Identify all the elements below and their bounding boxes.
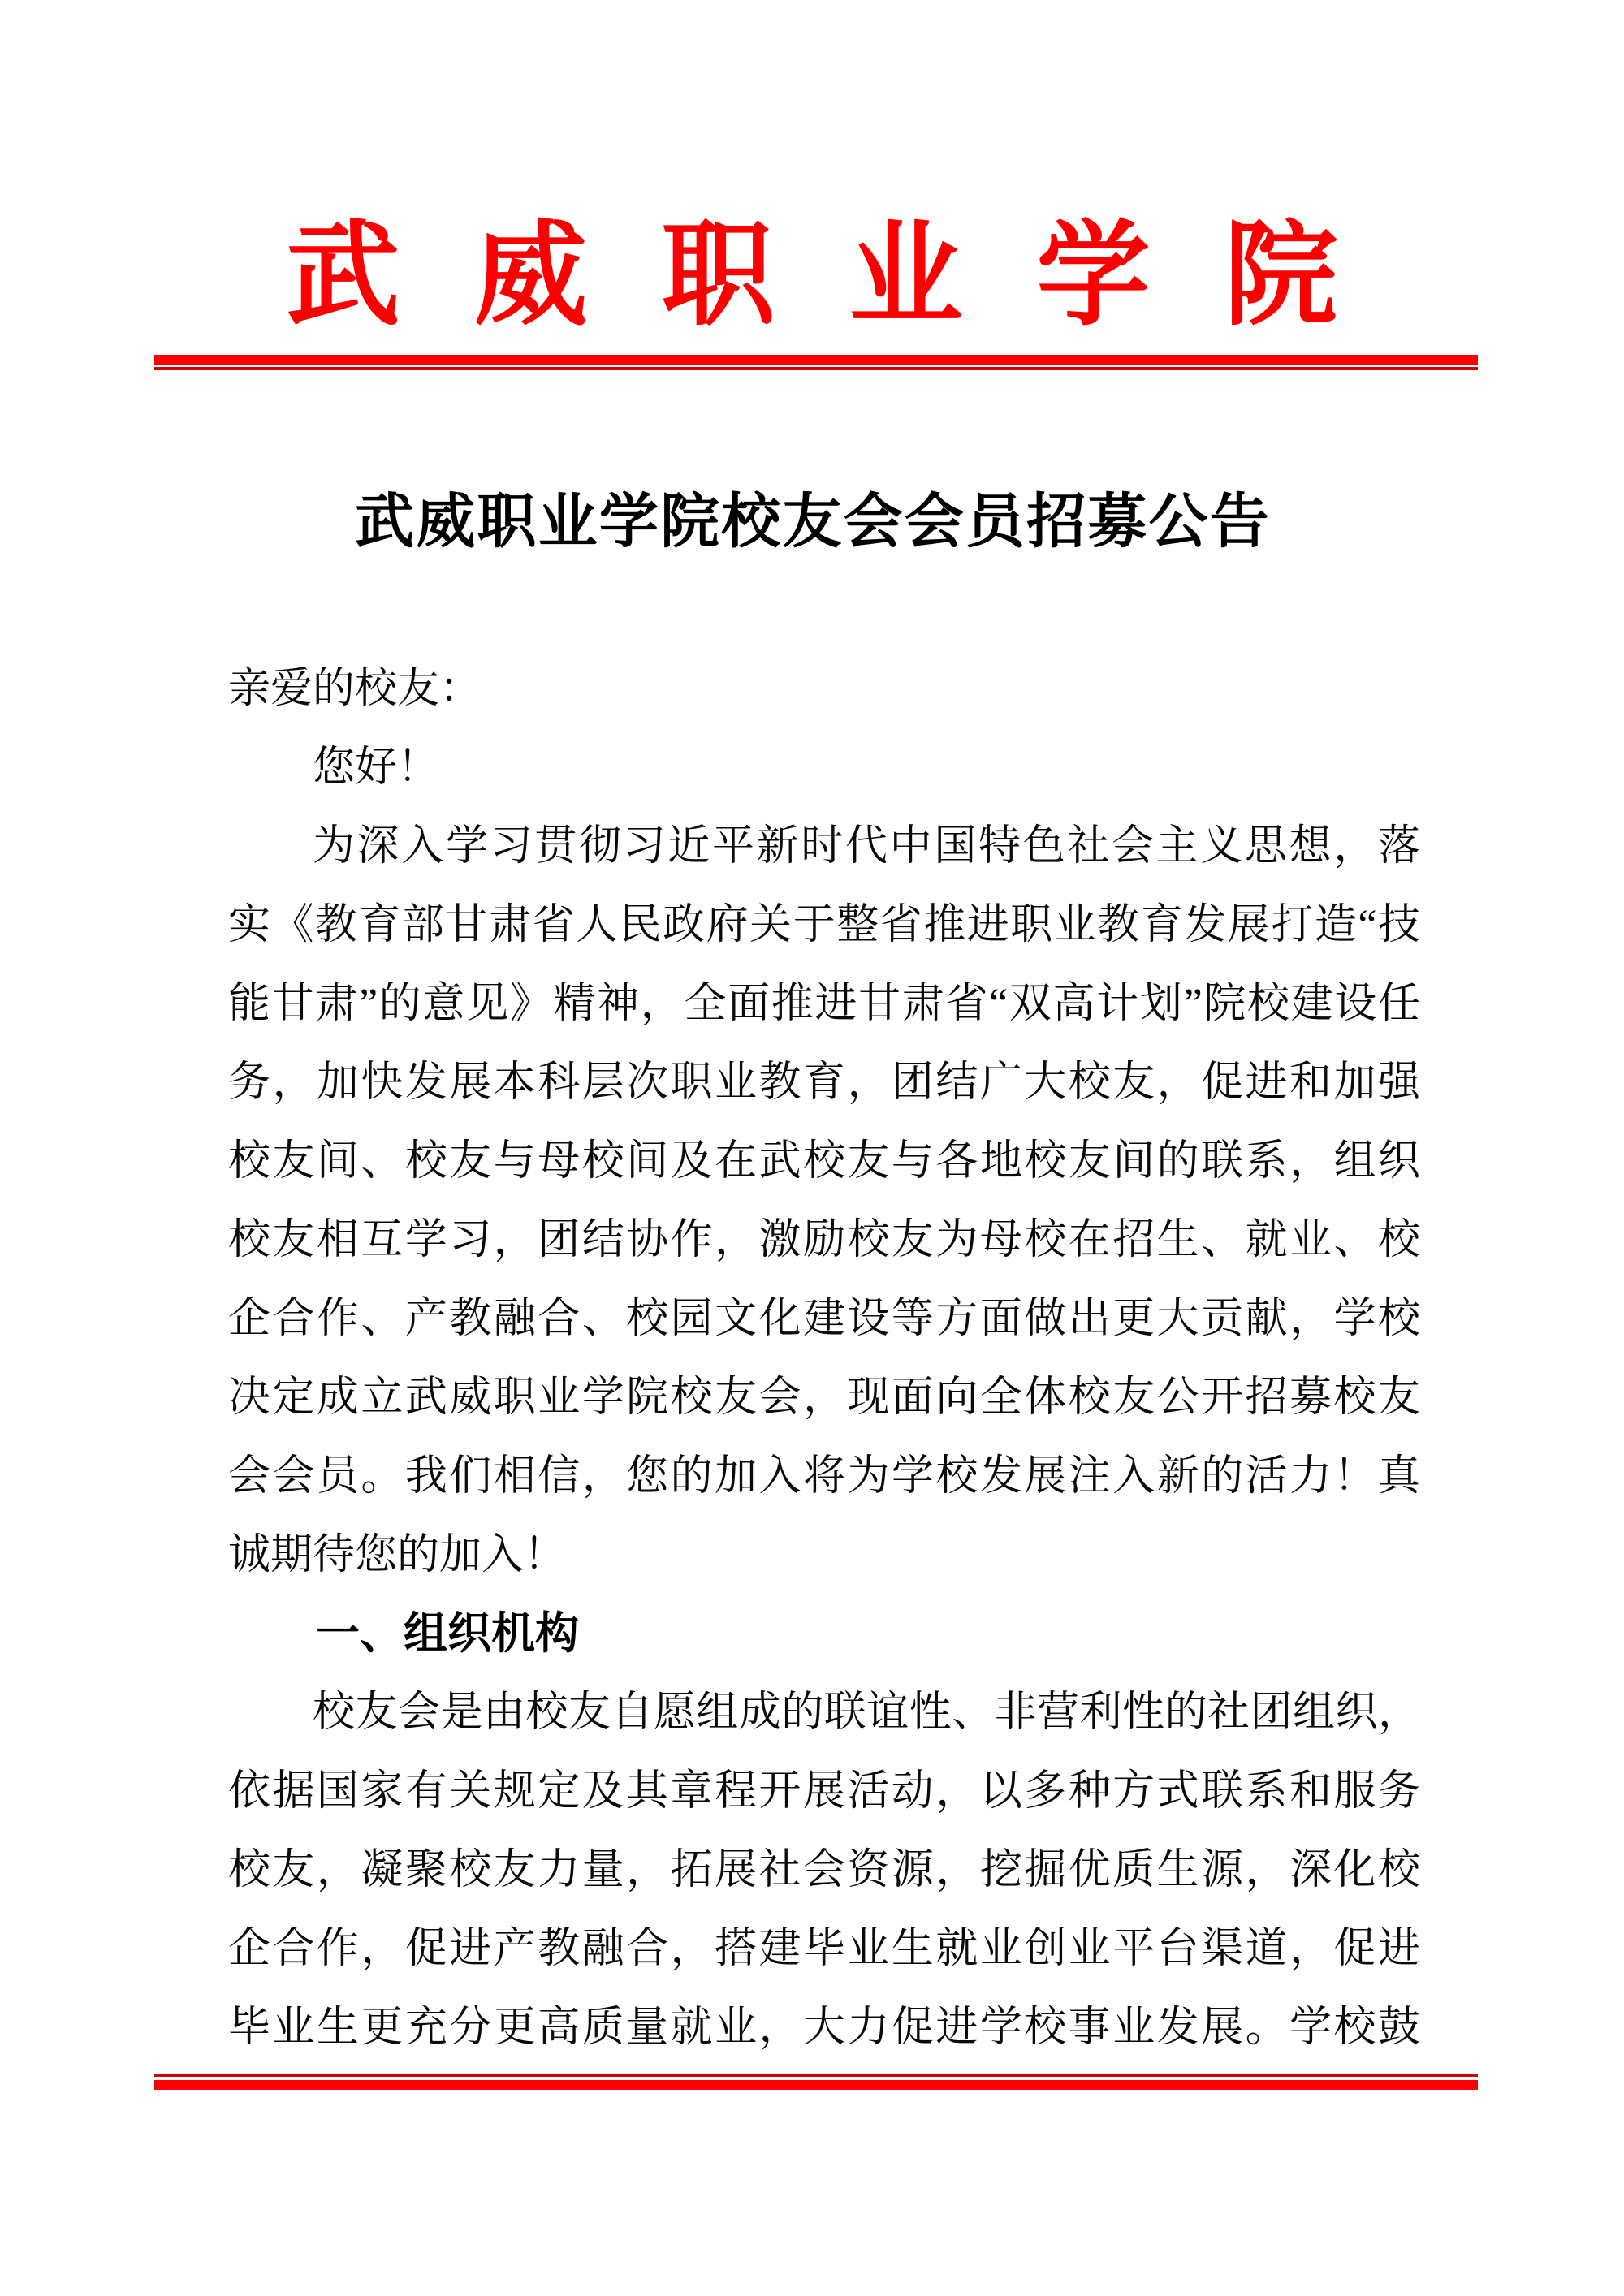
header-rule-thick <box>154 355 1478 365</box>
body-line: 决定成立武威职业学院校友会，现面向全体校友公开招募校友 <box>228 1375 1420 1421</box>
greeting-line: 您好！ <box>313 744 440 791</box>
footer-rule-thin <box>154 2074 1478 2077</box>
section-heading: 一、组织机构 <box>316 1609 579 1658</box>
body-line: 为深入学习贯彻习近平新时代中国特色社会主义思想，落 <box>313 823 1420 870</box>
footer-rule-thick <box>154 2080 1478 2090</box>
document-body <box>228 650 1420 2067</box>
body-line: 会会员。我们相信，您的加入将为学校发展注入新的活力！真 <box>228 1453 1420 1500</box>
body-line: 校友间、校友与母校间及在武校友与各地校友间的联系，组织 <box>228 1138 1420 1185</box>
document-title: 武威职业学院校友会会员招募公告 <box>355 489 1272 555</box>
school-masthead: 武威职业学院 <box>286 214 1412 339</box>
body-line: 务，加快发展本科层次职业教育，团结广大校友，促进和加强 <box>228 1060 1420 1106</box>
body-line: 校友，凝聚校友力量，拓展社会资源，挖掘优质生源，深化校 <box>228 1847 1420 1893</box>
body-line: 企合作、产教融合、校园文化建设等方面做出更大贡献，学校 <box>228 1296 1420 1342</box>
body-line: 校友相互学习，团结协作，激励校友为母校在招生、就业、校 <box>228 1217 1420 1263</box>
body-line: 实《教育部甘肃省人民政府关于整省推进职业教育发展打造“技 <box>228 902 1420 948</box>
body-line: 校友会是由校友自愿组成的联谊性、非营利性的社团组织， <box>313 1690 1420 1736</box>
body-line: 毕业生更充分更高质量就业，大力促进学校事业发展。学校鼓 <box>228 2005 1420 2051</box>
salutation-line: 亲爱的校友： <box>228 666 482 712</box>
body-line: 诚期待您的加入！ <box>228 1532 567 1578</box>
body-line: 企合作，促进产教融合，搭建毕业生就业创业平台渠道，促进 <box>228 1926 1420 1972</box>
body-line: 依据国家有关规定及其章程开展活动，以多种方式联系和服务 <box>228 1768 1420 1815</box>
header-rule-thin <box>154 367 1478 370</box>
body-line: 能甘肃”的意见》精神，全面推进甘肃省“双高计划”院校建设任 <box>228 981 1420 1027</box>
